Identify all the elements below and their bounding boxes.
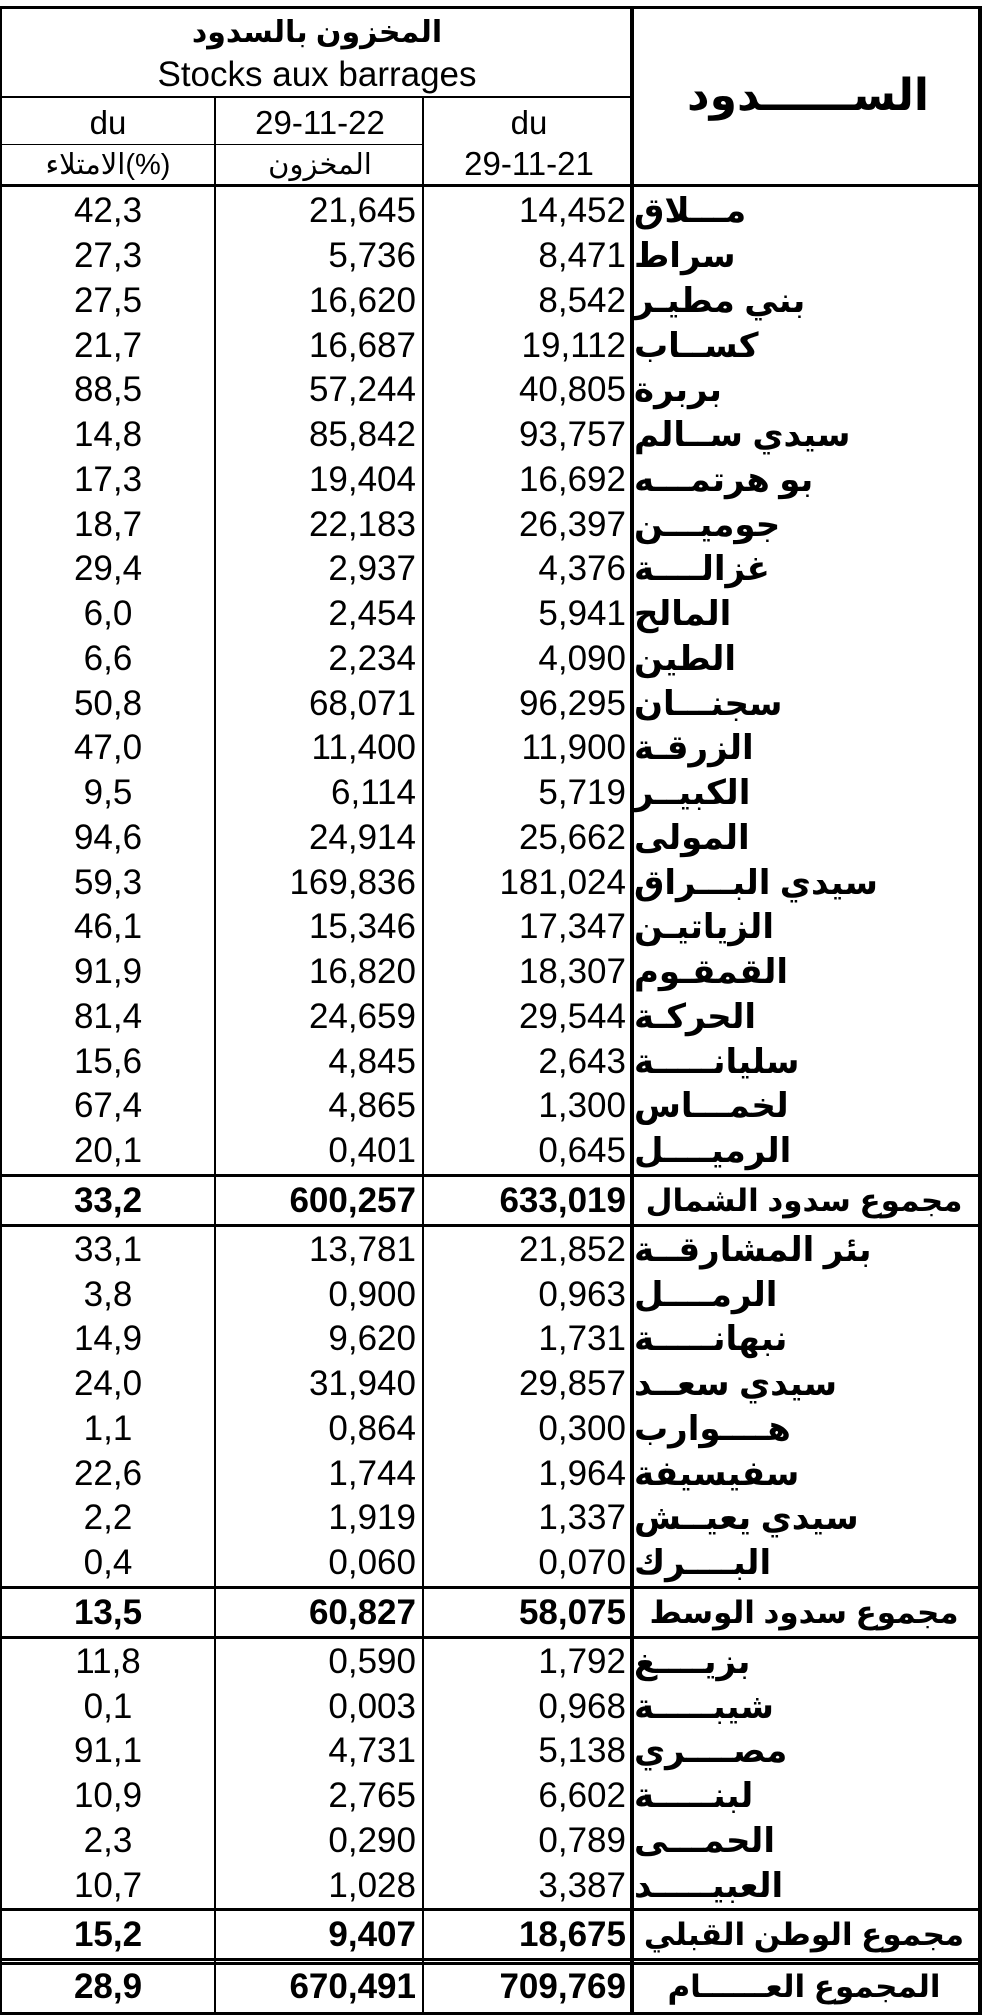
cell-pct: 0,4: [83, 1543, 133, 1583]
cell-stock2022: 0,290: [328, 1820, 416, 1860]
cell-name: الزرقـة: [634, 729, 754, 768]
grid-line: [0, 1908, 982, 1911]
cell-stock2022: 16,620: [308, 280, 416, 320]
cell-stock2021: 2,643: [538, 1041, 626, 1081]
cell-pct: 91,1: [73, 1731, 143, 1771]
cell-name: مجموع سدود الوسط: [649, 1594, 959, 1630]
cell-stock2022: 19,404: [308, 459, 416, 499]
cell-name: شيبـــــة: [634, 1687, 774, 1726]
cell-pct: 81,4: [73, 996, 143, 1036]
cell-name: بربرة: [634, 371, 722, 410]
cell-stock2021: 18,307: [518, 952, 626, 992]
cell-stock2022: 60,827: [308, 1592, 416, 1632]
cell-pct: 91,9: [73, 952, 143, 992]
cell-stock2022: 2,454: [328, 594, 416, 634]
cell-stock2021: 14,452: [518, 191, 626, 231]
cell-name: سراط: [634, 237, 736, 276]
cell-name: بزيــــغ: [634, 1642, 751, 1681]
cell-pct: 14,8: [73, 415, 143, 455]
cell-stock2022: 24,659: [308, 996, 416, 1036]
cell-pct: 9,5: [83, 773, 133, 813]
cell-pct: 88,5: [73, 370, 143, 410]
cell-stock2021: 633,019: [499, 1180, 626, 1220]
cell-stock2021: 8,542: [538, 280, 626, 320]
grid-line: [214, 96, 216, 2014]
cell-name: لبنـــــة: [634, 1777, 754, 1816]
cell-pct: 47,0: [73, 728, 143, 768]
cell-name: الزياتيـن: [634, 908, 774, 947]
grid-line: [0, 1962, 982, 1965]
cell-stock2021: 29,544: [518, 996, 626, 1036]
cell-stock2021: 1,964: [538, 1453, 626, 1493]
grid-line: [0, 1586, 982, 1589]
cell-stock2021: 8,471: [538, 236, 626, 276]
cell-stock2022: 68,071: [308, 683, 416, 723]
grid-line: [0, 144, 216, 145]
cell-pct: 46,1: [73, 907, 143, 947]
cell-name: جوميـــن: [634, 505, 781, 544]
cell-stock2021: 5,941: [538, 594, 626, 634]
cell-stock2022: 600,257: [289, 1180, 416, 1220]
cell-pct: 2,2: [83, 1498, 133, 1538]
cell-stock2021: 17,347: [518, 907, 626, 947]
cell-name: البــــرك: [634, 1544, 772, 1583]
cell-stock2021: 6,602: [538, 1776, 626, 1816]
cell-name: بو هرتمـــه: [634, 460, 814, 499]
cell-pct: 59,3: [73, 862, 143, 902]
cell-pct: 42,3: [73, 191, 143, 231]
cell-name: بئر المشارقــة: [634, 1230, 872, 1269]
grid-line: [0, 1636, 982, 1639]
cell-pct: 27,3: [73, 236, 143, 276]
cell-name: المولى: [634, 818, 750, 857]
cell-name: الرمــــل: [634, 1275, 778, 1314]
header-pct-top: du: [89, 104, 127, 141]
cell-stock2021: 25,662: [518, 817, 626, 857]
cell-stock2022: 16,820: [308, 952, 416, 992]
cell-name: مجموع سدود الشمال: [645, 1182, 963, 1218]
cell-stock2021: 709,769: [499, 1967, 626, 2006]
header-stocks-ar: المخزون بالسدود: [191, 15, 443, 49]
cell-stock2021: 19,112: [521, 325, 626, 365]
cell-stock2022: 0,060: [328, 1543, 416, 1583]
cell-stock2022: 0,900: [328, 1274, 416, 1314]
cell-stock2022: 0,864: [328, 1408, 416, 1448]
cell-pct: 1,1: [83, 1408, 133, 1448]
header-stocks-fr: Stocks aux barrages: [157, 55, 477, 94]
cell-pct: 94,6: [73, 817, 143, 857]
cell-pct: 22,6: [73, 1453, 143, 1493]
cell-stock2021: 4,376: [538, 549, 626, 589]
cell-pct: 27,5: [73, 280, 143, 320]
cell-pct: 6,6: [83, 638, 133, 678]
cell-stock2022: 5,736: [328, 236, 416, 276]
cell-stock2022: 169,836: [289, 862, 416, 902]
cell-stock2021: 1,731: [538, 1319, 626, 1359]
header-2021-top: du: [510, 104, 548, 141]
cell-stock2022: 0,590: [328, 1641, 416, 1681]
cell-name: الطين: [634, 639, 737, 678]
cell-stock2022: 57,244: [308, 370, 416, 410]
cell-pct: 3,8: [83, 1274, 133, 1314]
cell-pct: 6,0: [83, 594, 133, 634]
grid-line: [978, 6, 982, 2014]
cell-stock2021: 0,070: [538, 1543, 626, 1583]
cell-stock2022: 31,940: [308, 1364, 416, 1404]
cell-name: لخمـــاس: [634, 1087, 789, 1126]
cell-stock2022: 2,234: [328, 638, 416, 678]
cell-stock2021: 1,792: [538, 1641, 626, 1681]
cell-stock2022: 15,346: [308, 907, 416, 947]
grid-line: [0, 1174, 982, 1177]
cell-stock2021: 21,852: [518, 1229, 626, 1269]
cell-stock2022: 21,645: [308, 191, 416, 231]
cell-pct: 33,1: [73, 1229, 143, 1269]
cell-stock2021: 3,387: [538, 1865, 626, 1905]
cell-stock2021: 40,805: [518, 370, 626, 410]
cell-stock2022: 24,914: [308, 817, 416, 857]
cell-stock2021: 5,719: [538, 773, 626, 813]
cell-stock2022: 4,845: [328, 1041, 416, 1081]
grid-line: [422, 96, 424, 2014]
cell-name: سيدي ســالم: [634, 416, 851, 455]
cell-name: سيدي البـــراق: [634, 863, 878, 902]
cell-pct: 24,0: [73, 1364, 143, 1404]
header-2022-top: 29-11-22: [255, 104, 385, 141]
cell-name: سجنـــان: [634, 684, 783, 723]
cell-stock2021: 58,075: [518, 1592, 626, 1632]
cell-stock2021: 4,090: [538, 638, 626, 678]
cell-name: سيدي سعــد: [634, 1365, 838, 1404]
cell-name: كســاب: [634, 326, 759, 365]
cell-stock2022: 13,781: [308, 1229, 416, 1269]
cell-name: المالح: [634, 595, 732, 634]
cell-pct: 13,5: [73, 1592, 143, 1632]
cell-name: العبيـــــد: [634, 1866, 784, 1905]
grid-line: [0, 6, 2, 2014]
cell-pct: 2,3: [83, 1820, 133, 1860]
cell-pct: 67,4: [73, 1086, 143, 1126]
cell-pct: 14,9: [73, 1319, 143, 1359]
cell-pct: 50,8: [73, 683, 143, 723]
cell-stock2022: 16,687: [308, 325, 416, 365]
cell-name: الرميــــل: [634, 1132, 792, 1171]
cell-name: هــــوارب: [634, 1409, 791, 1448]
cell-pct: 18,7: [73, 504, 143, 544]
cell-pct: 28,9: [73, 1967, 143, 2006]
cell-stock2022: 85,842: [308, 415, 416, 455]
cell-stock2021: 0,968: [538, 1686, 626, 1726]
cell-name: الحمـــى: [634, 1821, 775, 1860]
cell-stock2021: 93,757: [518, 415, 626, 455]
cell-stock2022: 11,400: [311, 728, 416, 768]
cell-name: سليانـــــة: [634, 1042, 800, 1081]
cell-stock2022: 9,407: [328, 1915, 416, 1954]
cell-stock2021: 0,645: [538, 1131, 626, 1171]
grid-line: [0, 1224, 982, 1227]
cell-stock2021: 1,300: [538, 1086, 626, 1126]
cell-pct: 15,2: [73, 1915, 143, 1954]
cell-stock2022: 1,744: [328, 1453, 416, 1493]
cell-pct: 33,2: [73, 1180, 143, 1220]
header-pct-bottom: الامتلاء(%): [45, 148, 171, 181]
cell-pct: 0,1: [83, 1686, 133, 1726]
cell-stock2021: 0,300: [538, 1408, 626, 1448]
cell-stock2022: 2,765: [328, 1776, 416, 1816]
cell-stock2021: 26,397: [518, 504, 626, 544]
cell-stock2022: 22,183: [308, 504, 416, 544]
cell-name: مـــلاق: [634, 192, 747, 231]
cell-pct: 11,8: [75, 1641, 141, 1681]
cell-stock2022: 670,491: [289, 1967, 416, 2006]
header-dams-title: الســــــدود: [687, 70, 929, 120]
cell-pct: 17,3: [73, 459, 143, 499]
cell-name: مصــــري: [634, 1732, 788, 1771]
cell-stock2021: 181,024: [499, 862, 626, 902]
cell-pct: 29,4: [73, 549, 143, 589]
cell-stock2022: 4,731: [328, 1731, 416, 1771]
grid-line: [0, 184, 982, 187]
cell-name: غزالــــة: [634, 550, 770, 589]
cell-stock2021: 1,337: [538, 1498, 626, 1538]
cell-stock2022: 0,401: [328, 1131, 416, 1171]
cell-name: سيدي يعيــش: [634, 1499, 859, 1538]
cell-pct: 15,6: [73, 1041, 143, 1081]
grid-line: [0, 96, 634, 98]
cell-stock2022: 4,865: [328, 1086, 416, 1126]
grid-line: [0, 1958, 982, 1961]
cell-name: مجموع الوطن القبلي: [643, 1917, 965, 1952]
cell-name: المجموع العــــــام: [667, 1969, 941, 2004]
cell-pct: 10,7: [73, 1865, 143, 1905]
cell-name: الحركـة: [634, 997, 757, 1036]
grid-line: [216, 144, 424, 145]
cell-pct: 21,7: [73, 325, 143, 365]
cell-name: نبهانـــــة: [634, 1320, 788, 1359]
cell-stock2022: 1,028: [328, 1865, 416, 1905]
cell-stock2021: 96,295: [518, 683, 626, 723]
cell-name: سفيسيفة: [634, 1454, 800, 1493]
cell-stock2022: 2,937: [328, 549, 416, 589]
cell-stock2021: 16,692: [518, 459, 626, 499]
cell-pct: 10,9: [73, 1776, 143, 1816]
cell-stock2022: 1,919: [328, 1498, 416, 1538]
grid-line: [630, 6, 634, 2014]
cell-stock2021: 5,138: [538, 1731, 626, 1771]
cell-name: بني مطيـر: [634, 281, 806, 320]
cell-stock2022: 0,003: [328, 1686, 416, 1726]
cell-stock2021: 11,900: [521, 728, 626, 768]
cell-stock2021: 29,857: [518, 1364, 626, 1404]
cell-stock2022: 9,620: [328, 1319, 416, 1359]
header-2022-bottom: المخزون: [268, 148, 372, 181]
cell-stock2021: 0,789: [538, 1820, 626, 1860]
cell-stock2021: 0,963: [538, 1274, 626, 1314]
cell-name: الكبيــر: [634, 774, 751, 813]
grid-line: [0, 6, 982, 9]
header-2021-bottom: 29-11-21: [464, 145, 594, 182]
cell-name: القمقـوم: [634, 953, 789, 992]
cell-pct: 20,1: [73, 1131, 143, 1171]
cell-stock2021: 18,675: [518, 1915, 626, 1954]
cell-stock2022: 6,114: [331, 773, 416, 813]
